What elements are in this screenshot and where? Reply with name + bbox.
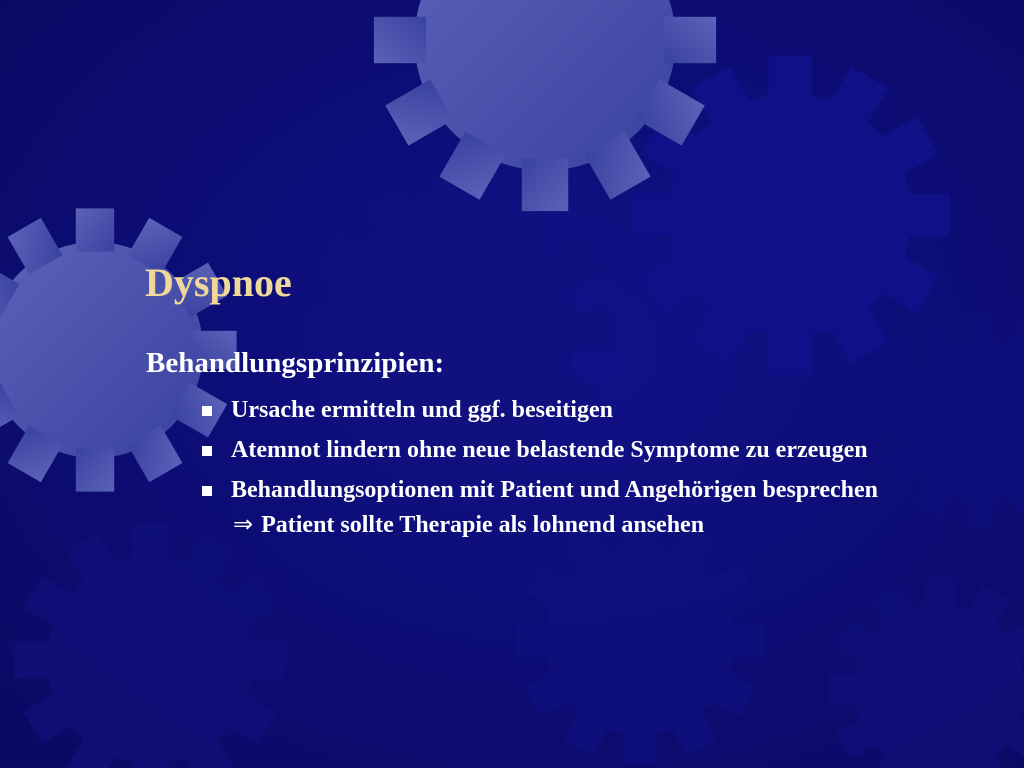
slide-subtitle: Behandlungsprinzipien:: [146, 347, 445, 379]
bullet-text: Ursache ermitteln und ggf. beseitigen: [231, 397, 613, 423]
double-arrow-right-icon: ⇒: [233, 510, 254, 538]
bullet-item: [196, 473, 896, 542]
gear-icon: [828, 578, 1024, 768]
bullet-item: [196, 393, 896, 427]
bullet-text: Atemnot lindern ohne neue belastende Symptome zu erzeugen: [231, 437, 868, 463]
bullet-list: [196, 393, 896, 548]
bullet-text-part: Patient sollte Therapie als lohnend ansehen: [261, 512, 705, 538]
square-bullet-icon: [202, 406, 212, 416]
gear-icon: [516, 516, 764, 764]
bullet-text: [231, 473, 896, 542]
slide-title: Dyspnoe: [145, 260, 292, 305]
gear-icon: [874, 314, 1024, 526]
bullet-item: [196, 433, 896, 467]
bullet-text-part: Behandlungsoptionen mit Patient und Angehörigen besprechen: [231, 477, 879, 503]
gear-icon: [14, 524, 285, 768]
square-bullet-icon: [202, 486, 212, 496]
gear-icon: [374, 0, 716, 211]
square-bullet-icon: [202, 446, 212, 456]
